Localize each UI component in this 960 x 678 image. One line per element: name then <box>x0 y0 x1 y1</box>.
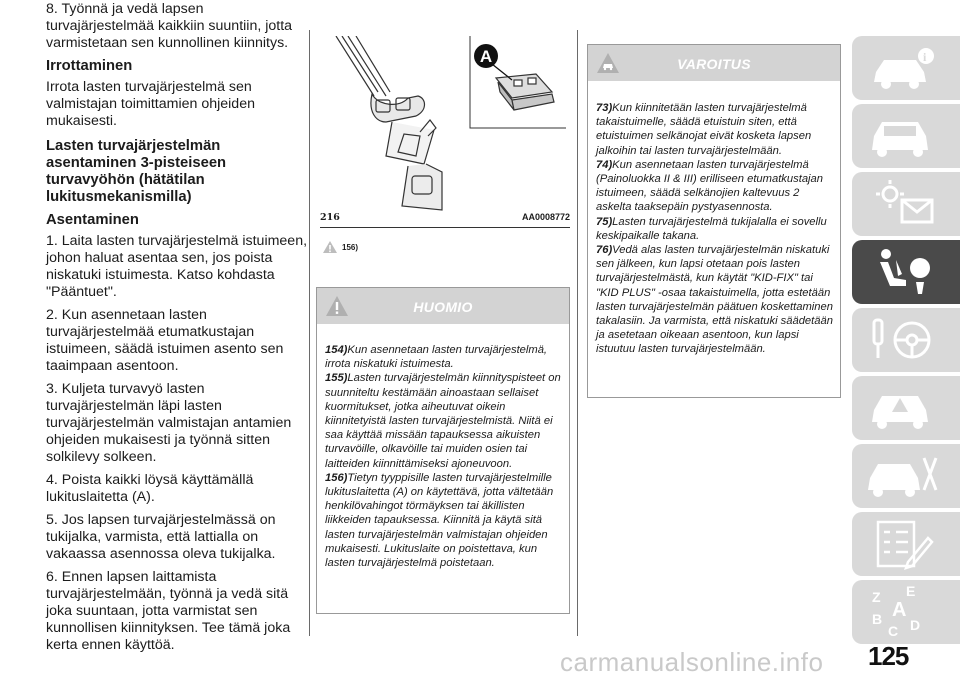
tab-technical-data[interactable] <box>852 512 960 576</box>
column-divider-left <box>309 30 310 636</box>
lights-message-icon <box>866 178 946 230</box>
huomio-item-number: 156) <box>325 471 348 484</box>
varoitus-item <box>596 158 834 215</box>
varoitus-item <box>596 101 834 158</box>
varoitus-item-text: Kun kiinnitetään lasten turvajärjestelmä takaistuimelle, säädä etuistuin siten, että etuistuimen selkänojat eivät kosketa lapsen jalkoihin tai lasten turvajärjestelmään. <box>596 102 812 157</box>
seatbelt-locking-clip-illustration <box>316 36 568 224</box>
huomio-item-text: Kun asennetaan lasten turvajärjestelmä, irrota niskatuki istuimesta. <box>325 344 548 371</box>
car-info-icon <box>866 42 946 94</box>
step-8-paragraph: 8. Työnnä ja vedä lapsen turvajärjestelmää kaikkiin suuntiin, jotta varmistetaan sen kunnollinen kiinnitys. <box>46 1 293 51</box>
varoitus-item-number: 73) <box>596 102 613 114</box>
svg-text:E: E <box>906 586 916 599</box>
svg-text:B: B <box>872 611 883 627</box>
huomio-item-text: Lasten turvajärjestelmän kiinnityspisteet on suunniteltu kestämään ainoastaan sellaiset kuormitukset, jotka aiheutuvat oikein kiinnitetyistä lasten turvajärjestelmistä. Niitä ei saa käyttää missään tapauksessa aikuisten turvavöille, olkavöille tai muiden osien tai laitteiden kiinnittämiseksi ajoneuvoon. <box>325 372 561 470</box>
removal-paragraph: Irrota lasten turvajärjestelmä sen valmistajan toimittamien ohjeiden mukaisesti. <box>46 79 255 129</box>
tab-maintenance[interactable] <box>852 444 960 508</box>
warning-reference <box>322 240 358 254</box>
varoitus-item-text: Kun asennetaan lasten turvajärjestelmä (Painoluokka II & III) erilliseen etumatkustajan istuimeen, säädä selkänojien kaltevuus 2 askelta taaksepäin pystyasennosta. <box>596 158 823 214</box>
huomio-title: HUOMIO <box>413 299 473 315</box>
huomio-item-number: 155) <box>325 372 348 385</box>
car-service-icon <box>866 450 946 502</box>
checklist-icon <box>866 518 946 570</box>
varoitus-item-text: Vedä alas lasten turvajärjestelmän niskatuki sen jälkeen, kun lapsi otetaan pois lasten turvajärjestelmästä, kun käytät "KID-FIX" tai "KID PLUS" -osaa takaistuimella, jotta estetään lasten turvajärjestelmän päätuen koskettaminen takalasiin. Ja varmista, että niskatuki säädetään ja asetetaan oikeaan asentoon, kun lapsi istuutuu lasten turvajärjestelmään. <box>596 244 833 356</box>
svg-text:Z: Z <box>872 589 881 605</box>
tab-emergency[interactable] <box>852 376 960 440</box>
step-1-paragraph: 1. Laita lasten turvajärjestelmä istuimeen, johon haluat asentaa sen, jos poista niskatuki istuimesta. Katso kohdasta "Pääntuet". <box>46 233 308 300</box>
huomio-item <box>325 471 563 570</box>
figure-code: AA0008772 <box>521 212 570 222</box>
step-6-paragraph: 6. Ennen lapsen laittamista turvajärjestelmään, työnnä ja vedä sitä joka suuntaan, jotta varmistat sen kunnollisen kiinnityksen. Tee tämä joka kerta ennen käyttöä. <box>46 569 291 653</box>
varoitus-item-text: Lasten turvajärjestelmä tukijalalla ei sovellu keskipaikalle takana. <box>596 215 827 242</box>
tab-lights-messages[interactable] <box>852 172 960 236</box>
varoitus-title: VAROITUS <box>677 56 751 72</box>
step-5-paragraph: 5. Jos lapsen turvajärjestelmässä on tukijalka, varmista, että lattialla on vakaassa asennossa oleva tukijalka. <box>46 512 276 562</box>
tab-safety[interactable] <box>852 240 960 304</box>
tab-car-dashboard[interactable] <box>852 104 960 168</box>
varoitus-header <box>588 45 840 81</box>
varoitus-item-number: 74) <box>596 158 613 171</box>
varoitus-item <box>596 243 834 357</box>
svg-text:i: i <box>923 50 927 64</box>
belt-buckle-drawing <box>316 36 568 212</box>
huomio-item <box>325 343 563 371</box>
heading-3-point-install: Lasten turvajärjestelmän asentaminen 3-pisteiseen turvavyöhön (hätätilan lukitusmekanismilla) <box>46 138 227 205</box>
huomio-warning-box <box>316 287 570 614</box>
tab-starting-driving[interactable] <box>852 308 960 372</box>
varoitus-body <box>596 101 834 357</box>
huomio-header <box>317 288 569 324</box>
tab-car-info[interactable] <box>852 36 960 100</box>
step-4-paragraph: 4. Poista kaikki löysä käyttämällä lukituslaitetta (A). <box>46 472 254 505</box>
huomio-item-number: 154) <box>325 344 348 356</box>
svg-text:A: A <box>892 599 907 621</box>
column-divider-right <box>577 30 578 636</box>
alphabet-index-icon <box>866 586 946 638</box>
warning-triangle-icon <box>322 240 338 254</box>
figure-caption-rule <box>320 227 570 228</box>
main-text-column <box>46 1 308 660</box>
heading-removal: Irrottaminen <box>46 58 133 74</box>
huomio-item <box>325 371 563 470</box>
step-3-paragraph: 3. Kuljeta turvavyö lasten turvajärjestelmän läpi lasten turvajärjestelmän valmistajan antamien ohjeiden mukaisesti ja työnnä sitten solkilevy solkeen. <box>46 381 292 465</box>
heading-installation: Asentaminen <box>46 212 139 228</box>
page-number: 125 <box>868 641 909 671</box>
huomio-body <box>325 343 563 570</box>
callout-a-label: A <box>479 47 493 66</box>
airbag-seat-icon <box>866 246 946 298</box>
varoitus-item-number: 75) <box>596 215 613 228</box>
varoitus-item-number: 76) <box>596 244 613 257</box>
car-dashboard-icon <box>866 110 946 162</box>
key-steering-icon <box>866 314 946 366</box>
figure-caption <box>320 212 570 226</box>
svg-text:C: C <box>888 623 899 638</box>
reference-number: 156) <box>342 242 359 252</box>
step-2-paragraph: 2. Kun asennetaan lasten turvajärjestelmää etumatkustajan istuimeen, säädä istuimen asento sen taaimpaan asentoon. <box>46 307 284 374</box>
figure-number: 216 <box>320 212 340 223</box>
car-warning-icon <box>866 382 946 434</box>
svg-text:D: D <box>910 617 921 633</box>
tab-index[interactable] <box>852 580 960 644</box>
watermark: carmanualsonline.info <box>560 647 824 677</box>
huomio-item-text: Tietyn tyyppisille lasten turvajärjestelmille lukituslaitetta (A) on käytettävä, jotta vältetään henkilövahingot törmäyksen tai äkillisten liikkeiden tapauksessa. Kiinnitä ja käytä sitä lasten turvajärjestelmän valmistajan ohjeiden mukaisesti. Lukituslaite on poistettava, kun lasten turvajärjestelmä poistetaan. <box>325 471 554 570</box>
varoitus-item <box>596 215 834 243</box>
varoitus-warning-box <box>587 44 841 398</box>
